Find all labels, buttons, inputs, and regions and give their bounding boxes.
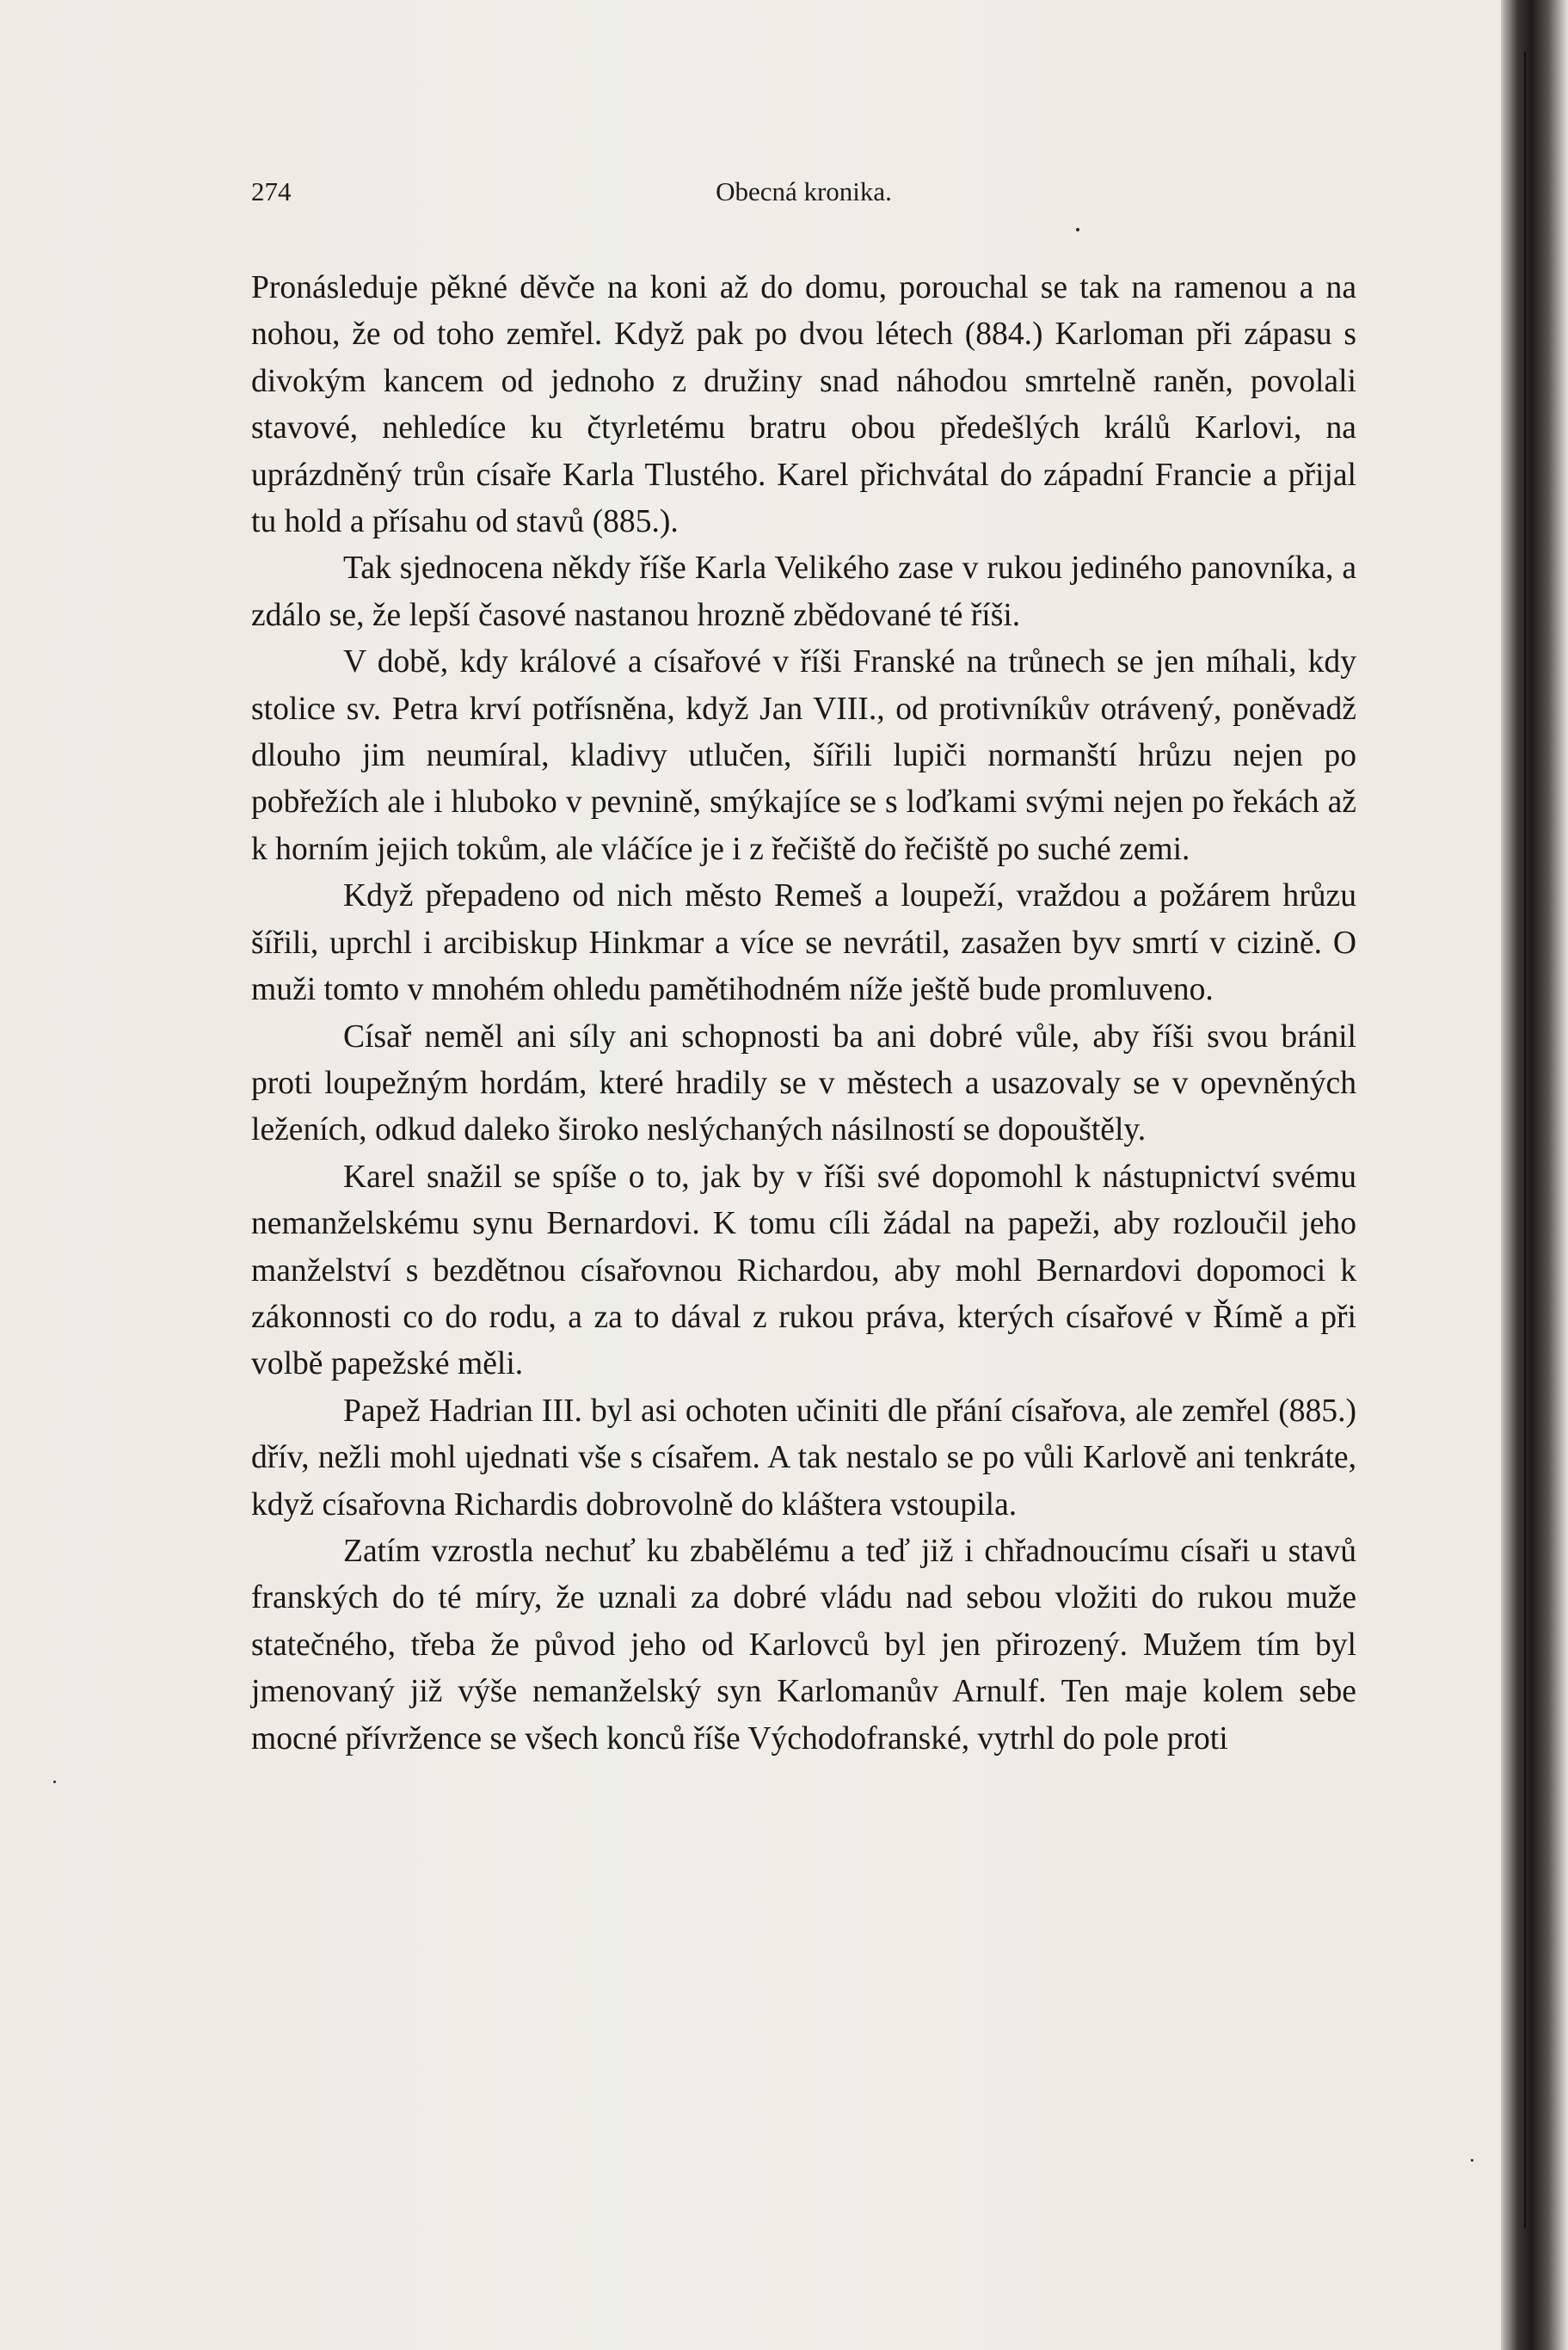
paragraph-2: Tak sjednocena někdy říše Karla Velikého zase v rukou jediného panovníka, a zdálo se, že lepší časové nastanou hrozně zbědované té říši.	[251, 551, 1356, 633]
paragraph-8: Zatím vzrostla nechuť ku zbabělému a teď již i chřadnoucímu císaři u stavů franských do té míry, že uznali za dobré vládu nad sebou vložiti do rukou muže statečného, třeba že původ jeho od Karlovců byl jen přirozený. Mužem tím byl jmenovaný již výše nemanželský syn Karlomanův Arnulf. Ten maje kolem sebe mocné přívržence se všech konců říše Východofranské, vytrhl do pole proti	[251, 1533, 1356, 1756]
dust-speck	[1471, 2159, 1473, 2162]
paragraph-7: Papež Hadrian III. byl asi ochoten učiniti dle přání císařova, ale zemřel (885.) dřív, nežli mohl ujednati vše s císařem. A tak nestalo se po vůli Karlově ani tenkráte, když císařovna Richardis dobrovolně do kláštera vstoupila.	[251, 1393, 1356, 1523]
running-title: Obecná kronika.	[716, 176, 892, 206]
paragraph-3: V době, kdy králové a císařové v říši Franské na trůnech se jen míhali, kdy stolice sv. Petra krví potřísněna, když Jan VIII., od protivníkův otrávený, poněvadž dlouho jim neumíral, kladivy utlučen, šířili lupiči normanští hrůzu nejen po pobřežích ale i hluboko v pevnině, smýkajíce se s loďkami svými nejen po řekách až k horním jejich tokům, ale vláčíce je i z řečiště do řečiště po suché zemi.	[251, 644, 1356, 867]
paragraph-4: Když přepadeno od nich město Remeš a loupeží, vraždou a požárem hrůzu šířili, uprchl i arcibiskup Hinkmar a více se nevrátil, zasažen byv smrtí v cizině. O muži tomto v mnohém ohledu pamětihodném níže ještě bude promluveno.	[251, 878, 1356, 1008]
page-number: 274	[251, 176, 292, 206]
dust-speck	[1076, 228, 1079, 231]
body-text	[251, 265, 1356, 1762]
dust-speck	[53, 1781, 56, 1783]
book-binding	[1501, 0, 1568, 2350]
binding-edge	[1524, 52, 1526, 2228]
paragraph-6: Karel snažil se spíše o to, jak by v říši své dopomohl k nástupnictví svému nemanželskému synu Bernardovi. K tomu cíli žádal na papeži, aby rozloučil jeho manželství s bezdětnou císařovnou Richardou, aby mohl Bernardovi dopomoci k zákonnosti co do rodu, a za to dával z rukou práva, kterých císařové v Římě a při volbě papežské měli.	[251, 1159, 1356, 1382]
paragraph-1: Pronásleduje pěkné děvče na koni až do domu, porouchal se tak na ramenou a na nohou, že od toho zemřel. Když pak po dvou létech (884.) Karloman při zápasu s divokým kancem od jednoho z družiny snad náhodou smrtelně raněn, povolali stavové, nehledíce ku čtyrletému bratru obou předešlých králů Karlovi, na uprázdněný trůn císaře Karla Tlustého. Karel přichvátal do západní Francie a přijal tu hold a přísahu od stavů (885.).	[251, 270, 1356, 540]
paragraph-5: Císař neměl ani síly ani schopnosti ba ani dobré vůle, aby říši svou bránil proti loupežným hordám, které hradily se v městech a usazovaly se v opevněných leženích, odkud daleko široko neslýchaných násilností se dopouštěly.	[251, 1018, 1356, 1148]
page-header	[251, 176, 1356, 219]
